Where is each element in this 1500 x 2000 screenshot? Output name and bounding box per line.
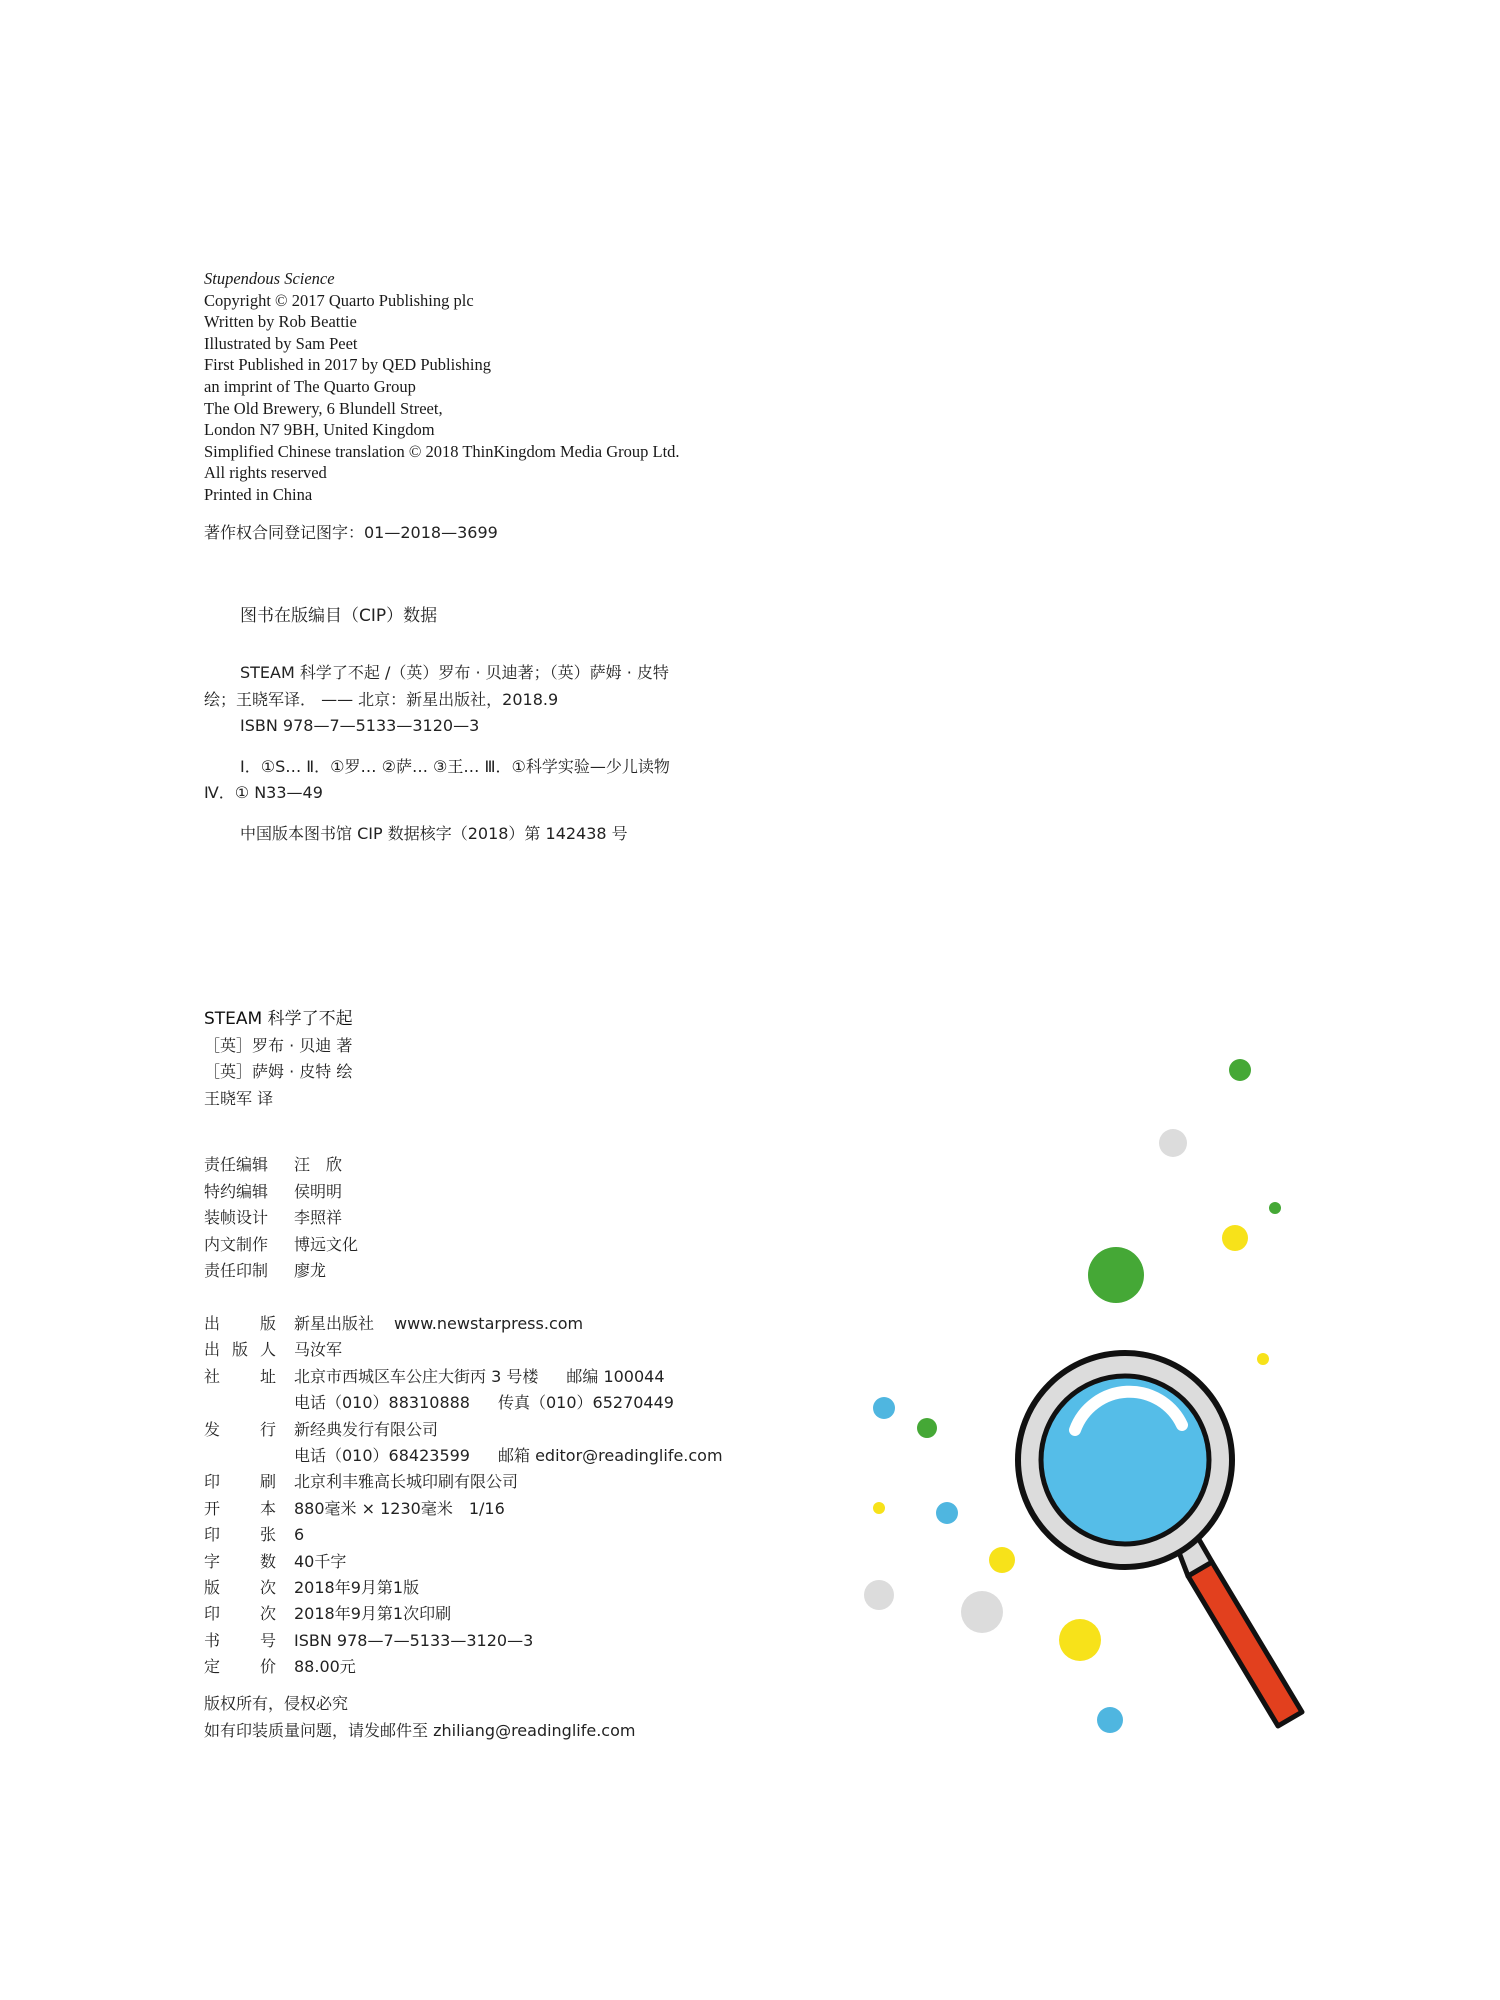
info-row-publisher <box>204 1311 723 1337</box>
info-value: 880毫米 × 1230毫米 1/16 <box>294 1498 505 1518</box>
info-row-word-count <box>204 1549 723 1575</box>
quality-contact-line: 如有印装质量问题，请发邮件至 zhiliang@readinglife.com <box>204 1720 636 1740</box>
info-value: ISBN 978—7—5133—3120—3 <box>294 1630 534 1650</box>
illustrator-credit: ［英］萨姆 · 皮特 绘 <box>204 1062 353 1081</box>
translation-copyright-line: Simplified Chinese translation © 2018 ThinKingdom Media Group Ltd. <box>204 441 680 461</box>
info-row-distributor-contact <box>204 1443 723 1469</box>
address-line-1: The Old Brewery, 6 Blundell Street, <box>204 398 443 418</box>
english-copyright-block <box>204 268 680 506</box>
book-credits <box>204 1006 353 1112</box>
cip-data-block <box>204 660 694 847</box>
copyright-line: Copyright © 2017 Quarto Publishing plc <box>204 290 474 310</box>
dot <box>989 1547 1015 1573</box>
cip-isbn: ISBN 978—7—5133—3120—3 <box>240 716 480 735</box>
handle-icon <box>1172 1524 1302 1726</box>
info-row-address <box>204 1364 723 1390</box>
info-row-price <box>204 1654 723 1680</box>
lens-icon <box>1018 1353 1232 1567</box>
staff-role: 内文制作 <box>204 1234 269 1254</box>
info-row-format <box>204 1496 723 1522</box>
info-value: 马汝军 <box>294 1340 343 1360</box>
printed-in-line: Printed in China <box>204 484 313 504</box>
info-label: 印次 <box>204 1604 276 1624</box>
cip-entry: STEAM 科学了不起 /（英）罗布 · 贝迪著；（英）萨姆 · 皮特绘；王晓军译． —— 北京：新星出版社，2018.9 <box>204 663 669 709</box>
info-value: 88.00元 <box>294 1657 356 1677</box>
dot <box>1159 1129 1187 1157</box>
illustrator-line: Illustrated by Sam Peet <box>204 333 358 353</box>
info-label: 书号 <box>204 1630 276 1650</box>
info-row-phone <box>204 1390 723 1416</box>
cip-classification: Ⅰ．①S… Ⅱ．①罗… ②萨… ③王… Ⅲ．①科学实验—少儿读物 Ⅳ．① N33—49 <box>204 756 670 802</box>
dot <box>1222 1225 1248 1251</box>
staff-role: 责任编辑 <box>204 1155 269 1174</box>
staff-row <box>204 1152 358 1179</box>
staff-list <box>204 1152 358 1285</box>
distributor-email: 邮箱 editor@readinglife.com <box>497 1446 723 1466</box>
info-row-printer <box>204 1469 723 1495</box>
info-label: 印张 <box>204 1525 276 1545</box>
staff-name: 侯明明 <box>294 1181 343 1201</box>
info-row-book-number <box>204 1628 723 1654</box>
info-label: 印刷 <box>204 1472 276 1492</box>
info-value: 2018年9月第1版 <box>294 1578 420 1598</box>
staff-row <box>204 1232 358 1259</box>
distributor-phone: 电话（010）68423599 <box>294 1446 470 1466</box>
staff-role: 责任印制 <box>204 1261 269 1280</box>
postcode: 邮编 100044 <box>566 1366 665 1386</box>
info-value: 40千字 <box>294 1551 347 1571</box>
info-row-edition <box>204 1575 723 1601</box>
staff-row <box>204 1205 358 1232</box>
cip-library-number: 中国版本图书馆 CIP 数据核字（2018）第 142438 号 <box>240 823 628 843</box>
info-label: 出版 <box>204 1314 276 1333</box>
author-line: Written by Rob Beattie <box>204 312 357 332</box>
rights-line: 版权所有，侵权必究 <box>204 1694 349 1713</box>
info-value: 新经典发行有限公司 <box>294 1419 439 1439</box>
rights-reserved-line: All rights reserved <box>204 463 327 483</box>
dot <box>1088 1247 1144 1303</box>
magnifying-glass-illustration <box>850 1030 1330 1750</box>
info-label: 社址 <box>204 1366 276 1386</box>
author-credit: ［英］罗布 · 贝迪 著 <box>204 1035 353 1055</box>
info-label: 开本 <box>204 1498 276 1518</box>
dot <box>1229 1059 1251 1081</box>
dot <box>873 1502 885 1514</box>
info-value: 2018年9月第1次印刷 <box>294 1604 452 1624</box>
dot <box>936 1502 958 1524</box>
imprint-line: an imprint of The Quarto Group <box>204 376 416 396</box>
publication-info <box>204 1311 723 1681</box>
info-label: 版次 <box>204 1578 276 1598</box>
dot <box>917 1418 937 1438</box>
dot <box>961 1591 1003 1633</box>
info-row-sheets <box>204 1522 723 1548</box>
publisher-fax: 传真（010）65270449 <box>497 1393 674 1413</box>
book-title-en: Stupendous Science <box>204 269 335 288</box>
rights-notice <box>204 1691 635 1744</box>
info-row-publisher-person <box>204 1337 723 1363</box>
staff-role: 装帧设计 <box>204 1208 269 1227</box>
info-label: 发行 <box>204 1419 276 1439</box>
dot <box>1257 1353 1269 1365</box>
staff-name: 汪 欣 <box>294 1155 343 1174</box>
contract-registration-number: 著作权合同登记图字：01—2018—3699 <box>204 523 498 542</box>
info-label: 定价 <box>204 1657 276 1677</box>
info-value: 6 <box>294 1525 305 1545</box>
address-line-2: London N7 9BH, United Kingdom <box>204 420 435 440</box>
publisher-website: www.newstarpress.com <box>394 1314 584 1333</box>
info-row-distributor <box>204 1417 723 1443</box>
info-value: 北京利丰雅高长城印刷有限公司 <box>294 1472 519 1492</box>
staff-name: 博远文化 <box>294 1234 359 1254</box>
staff-name: 廖龙 <box>294 1261 327 1280</box>
dot <box>1269 1202 1281 1214</box>
dot <box>864 1580 894 1610</box>
book-title-cn: STEAM 科学了不起 <box>204 1009 353 1029</box>
address-value: 北京市西城区车公庄大街丙 3 号楼 <box>294 1366 539 1386</box>
dot <box>873 1397 895 1419</box>
translator-credit: 王晓军 译 <box>204 1088 274 1108</box>
first-published-line: First Published in 2017 by QED Publishing <box>204 355 491 375</box>
info-label: 出版人 <box>204 1340 276 1360</box>
staff-name: 李照祥 <box>294 1208 343 1227</box>
info-label: 字数 <box>204 1551 276 1571</box>
staff-role: 特约编辑 <box>204 1181 269 1201</box>
dot <box>1097 1707 1123 1733</box>
staff-row <box>204 1179 358 1206</box>
publisher-name: 新星出版社 <box>294 1314 375 1333</box>
dot <box>1059 1619 1101 1661</box>
cip-heading: 图书在版编目（CIP）数据 <box>240 606 438 626</box>
publisher-phone: 电话（010）88310888 <box>294 1393 470 1413</box>
staff-row <box>204 1258 358 1285</box>
info-row-printing <box>204 1601 723 1627</box>
